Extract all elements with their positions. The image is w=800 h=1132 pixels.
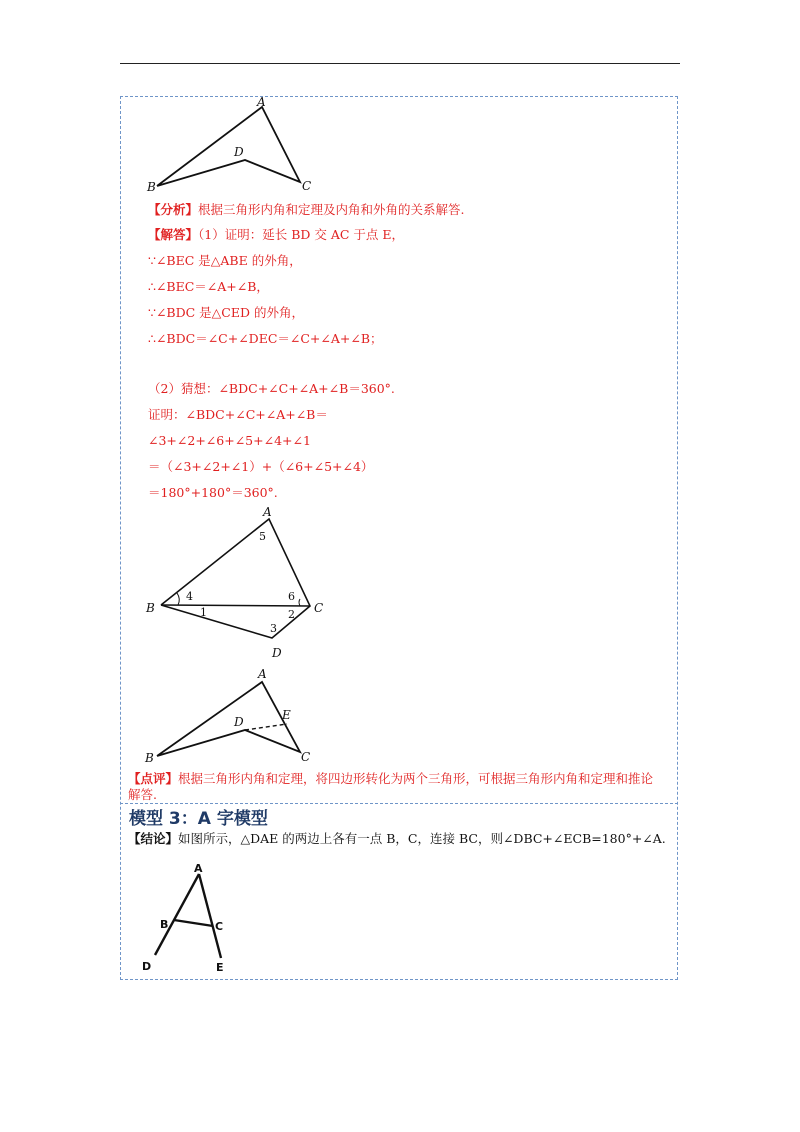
fig2-angle-4: 4	[186, 590, 193, 603]
figure-1-quadrilateral	[140, 94, 320, 196]
solution-line-2: ∵∠BEC 是△ABE 的外角，	[148, 253, 302, 268]
comment-tag: 【点评】	[128, 771, 179, 786]
solution-line-9: ＝（∠3+∠2+∠1）+（∠6+∠5+∠4）	[148, 459, 374, 474]
fig3-label-c: C	[301, 750, 311, 764]
fig2-label-d: D	[272, 646, 282, 660]
solution-line-4: ∵∠BDC 是△CED 的外角，	[148, 305, 304, 320]
fig1-label-c: C	[302, 179, 312, 193]
fig1-label-a: A	[257, 95, 266, 109]
analysis-tag: 【分析】	[148, 202, 199, 217]
comment-text: 根据三角形内角和定理，将四边形转化为两个三角形，可根据三角形内角和定理和推论解答.	[128, 771, 654, 802]
fig2-label-b: B	[146, 601, 155, 615]
solution-line-10: ＝180°+180°＝360°.	[148, 485, 278, 500]
fig1-label-d: D	[234, 145, 244, 159]
figure-2-quadrilateral-angles	[140, 504, 340, 664]
solution-line-6: （2）猜想：∠BDC+∠C+∠A+∠B＝360°.	[148, 381, 395, 396]
fig3-label-d: D	[234, 715, 244, 729]
fig2-angle-3: 3	[270, 622, 277, 635]
solution-line-1: 【解答】（1）证明：延长 BD 交 AC 于点 E，	[148, 227, 405, 242]
fig3-label-a: A	[258, 667, 267, 681]
fig2-angle-2: 2	[288, 608, 295, 621]
solution-line-7: 证明：∠BDC+∠C+∠A+∠B＝	[148, 407, 328, 422]
analysis-line	[148, 202, 465, 218]
fig2-label-a: A	[263, 505, 272, 519]
solution-tag: 【解答】	[148, 227, 199, 242]
fig4-label-b: B	[160, 918, 169, 931]
fig4-label-d: D	[142, 960, 152, 973]
fig2-angle-1: 1	[200, 606, 207, 619]
comment-line	[128, 771, 658, 803]
solution-line-3: ∴∠BEC＝∠A+∠B，	[148, 279, 269, 294]
solution-line-5: ∴∠BDC＝∠C+∠DEC＝∠C+∠A+∠B；	[148, 331, 383, 346]
fig4-label-a: A	[194, 862, 203, 875]
conclusion-tag: 【结论】	[128, 831, 179, 846]
header-rule	[120, 63, 680, 64]
fig3-label-b: B	[145, 751, 154, 765]
fig4-label-e: E	[216, 961, 224, 974]
conclusion-text: 如图所示，△DAE 的两边上各有一点 B，C，连接 BC，则∠DBC+∠ECB=180°+∠A.	[178, 831, 666, 846]
figure-3-extension	[140, 664, 330, 768]
figure-4-a-model	[136, 858, 246, 978]
analysis-text: 根据三角形内角和定理及内角和外角的关系解答.	[198, 202, 465, 217]
fig1-label-b: B	[147, 180, 156, 194]
fig2-angle-5: 5	[259, 530, 266, 543]
fig2-label-c: C	[314, 601, 324, 615]
model3-title: 模型 3：A 字模型	[129, 809, 268, 829]
fig4-label-c: C	[215, 920, 224, 933]
model3-conclusion	[128, 830, 668, 848]
solution-line-8: ∠3+∠2+∠6+∠5+∠4+∠1	[148, 433, 311, 448]
fig2-angle-6: 6	[288, 590, 295, 603]
fig3-label-e: E	[282, 708, 291, 722]
